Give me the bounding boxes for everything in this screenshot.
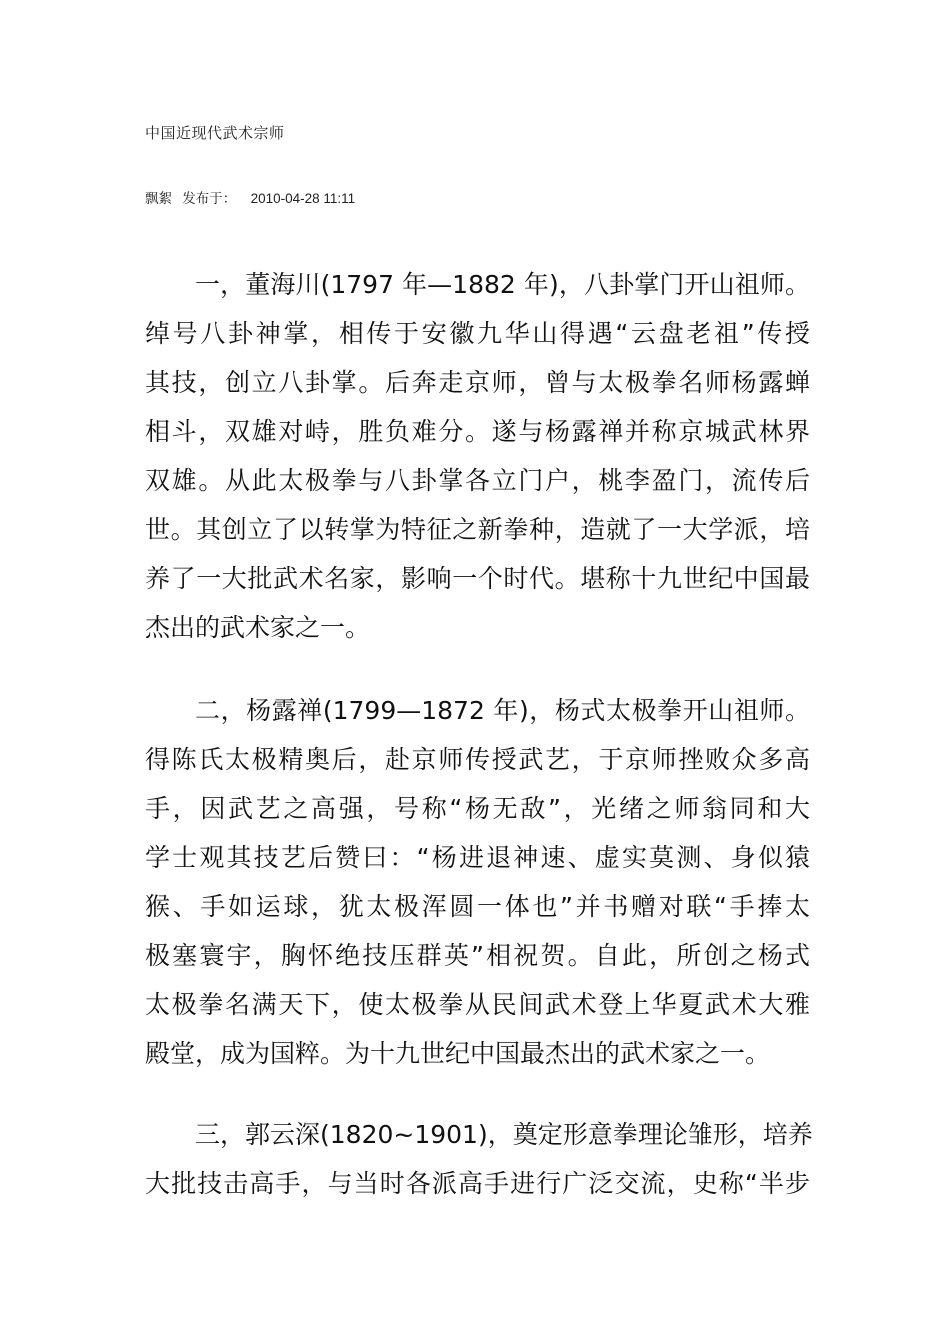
paragraph-line: 猴、手如运球，犹太极浑圆一体也”并书赠对联“手捧太 bbox=[145, 892, 810, 921]
published-date: 2010-04-28 11:11 bbox=[250, 191, 356, 206]
paragraph-line: 杰出的武术家之一。 bbox=[145, 613, 371, 642]
paragraph-yang-luchan bbox=[145, 686, 810, 1078]
paragraph-line: 得陈氏太极精奥后，赴京师传授武艺，于京师挫败众多高 bbox=[145, 745, 810, 774]
paragraph-guo-yunshen bbox=[145, 1110, 813, 1208]
published-label: 发布于： bbox=[182, 191, 237, 207]
post-meta bbox=[145, 187, 355, 207]
paragraph-line: 太极拳名满天下，使太极拳从民间武术登上华夏武术大雅 bbox=[145, 990, 810, 1019]
paragraph-line: 世。其创立了以转掌为特征之新拳种，造就了一大学派，培 bbox=[145, 515, 810, 544]
paragraph-line: 学士观其技艺后赞曰：“杨进退神速、虚实莫测、身似猿 bbox=[145, 843, 810, 872]
paragraph-line: 手，因武艺之高强，号称“杨无敌”，光绪之师翁同和大 bbox=[145, 794, 810, 823]
paragraph-line: 三，郭云深(1820~1901)，奠定形意拳理论雏形，培养 bbox=[195, 1120, 813, 1149]
paragraph-line: 双雄。从此太极拳与八卦掌各立门户，桃李盈门，流传后 bbox=[145, 466, 810, 495]
paragraph-line: 殿堂，成为国粹。为十九世纪中国最杰出的武术家之一。 bbox=[145, 1039, 771, 1068]
paragraph-line: 养了一大批武术名家，影响一个时代。堪称十九世纪中国最 bbox=[145, 564, 810, 593]
paragraph-line: 绰号八卦神掌，相传于安徽九华山得遇“云盘老祖”传授 bbox=[145, 319, 810, 348]
paragraph-line: 其技，创立八卦掌。后奔走京师，曾与太极拳名师杨露蝉 bbox=[145, 368, 810, 397]
paragraph-dong-haichuan bbox=[145, 260, 810, 652]
paragraph-line: 二，杨露禅(1799—1872 年)，杨式太极拳开山祖师。 bbox=[195, 696, 810, 725]
paragraph-line: 极塞寰宇，胸怀绝技压群英”相祝贺。自此，所创之杨式 bbox=[145, 941, 810, 970]
paragraph-line: 一，董海川(1797 年—1882 年)，八卦掌门开山祖师。 bbox=[195, 270, 810, 299]
document-title: 中国近现代武术宗师 bbox=[145, 124, 285, 142]
paragraph-line: 相斗，双雄对峙，胜负难分。遂与杨露禅并称京城武林界 bbox=[145, 417, 810, 446]
author-name: 飘絮 bbox=[145, 191, 172, 207]
paragraph-line: 大批技击高手，与当时各派高手进行广泛交流，史称“半步 bbox=[145, 1169, 810, 1198]
